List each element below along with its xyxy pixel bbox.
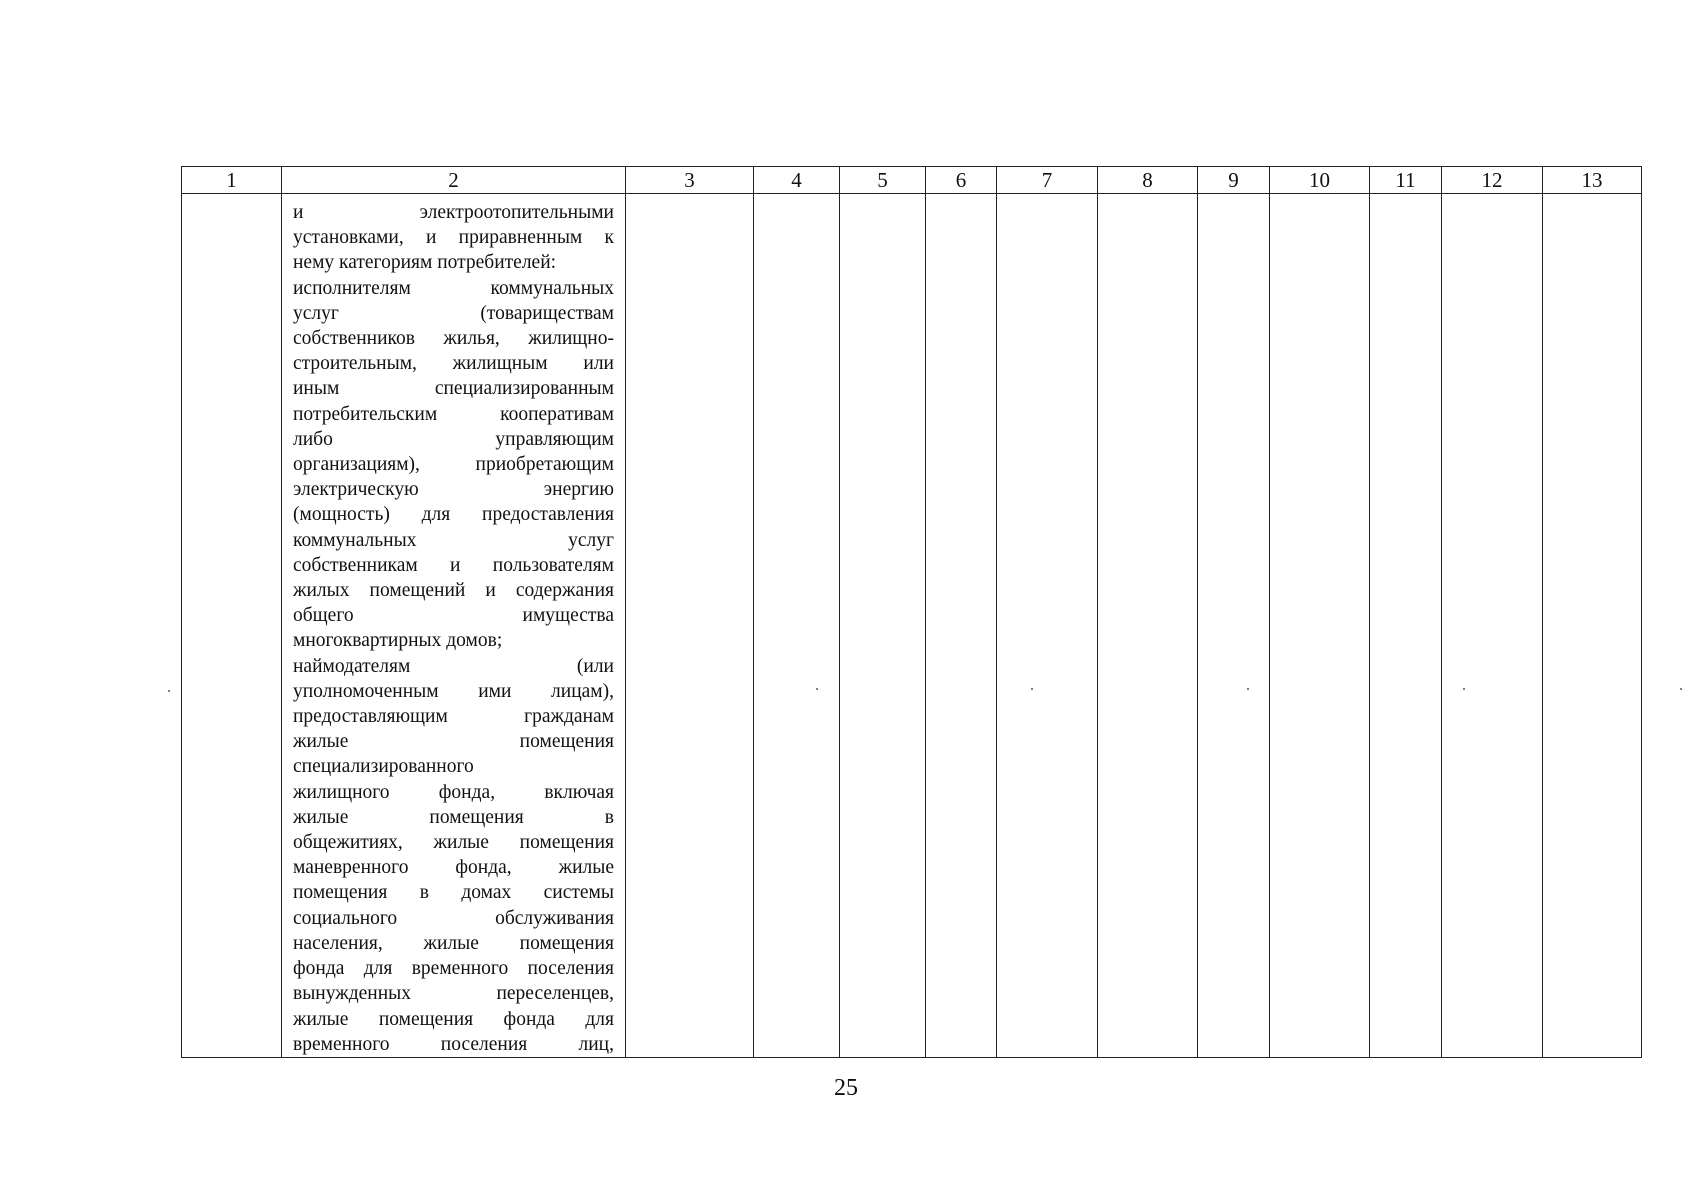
text-line: жилищного фонда, включая — [293, 781, 614, 803]
text-line: социального обслуживания — [293, 907, 614, 929]
table-cell-col7 — [997, 194, 1098, 1058]
table-cell-col12 — [1442, 194, 1543, 1058]
table-cell-col3 — [626, 194, 754, 1058]
table-cell-col11 — [1370, 194, 1442, 1058]
text-line: электрическую энергию — [293, 479, 614, 501]
column-number-header-row — [182, 167, 1642, 194]
column-header: 1 — [182, 167, 282, 194]
text-line: уполномоченным ими лицам), — [293, 680, 614, 702]
column-header: 10 — [1270, 167, 1370, 194]
text-line: организациям), приобретающим — [293, 454, 614, 476]
text-line: собственников жилья, жилищно- — [293, 328, 614, 350]
scan-speck — [1247, 688, 1249, 690]
table-cell-col13 — [1543, 194, 1642, 1058]
column-header: 13 — [1543, 167, 1642, 194]
text-line: временного поселения лиц, — [293, 1033, 614, 1055]
column-header: 8 — [1098, 167, 1198, 194]
text-line: общего имущества — [293, 605, 614, 627]
text-line: потребительским кооперативам — [293, 403, 614, 425]
text-line: собственникам и пользователям — [293, 554, 614, 576]
column-header: 11 — [1370, 167, 1442, 194]
table-cell-col10 — [1270, 194, 1370, 1058]
text-line: вынужденных переселенцев, — [293, 983, 614, 1005]
scan-speck — [1680, 688, 1682, 690]
text-line: жилых помещений и содержания — [293, 580, 614, 602]
table-cell-col2 — [282, 194, 626, 1058]
tariff-table — [181, 166, 1642, 1058]
scan-speck — [168, 690, 170, 692]
text-line: установками, и приравненным к — [293, 227, 614, 249]
column-header: 12 — [1442, 167, 1543, 194]
table-row — [182, 194, 1642, 1058]
column-header: 2 — [282, 167, 626, 194]
text-line: и электроотопительными — [293, 202, 614, 223]
page-number: 25 — [834, 1075, 858, 1101]
column-header: 9 — [1198, 167, 1270, 194]
column-header: 7 — [997, 167, 1098, 194]
text-line: нему категориям потребителей: — [293, 252, 557, 274]
table-cell-col4 — [754, 194, 840, 1058]
consumer-category-description — [282, 194, 625, 1057]
table-cell-col5 — [840, 194, 926, 1058]
column-header: 3 — [626, 167, 754, 194]
text-line: исполнителям коммунальных — [293, 277, 614, 299]
text-line: жилые помещения фонда для — [293, 1008, 614, 1030]
text-line: жилые помещения в — [293, 806, 614, 828]
table-cell-col6 — [926, 194, 997, 1058]
text-line: предоставляющим гражданам — [293, 706, 614, 728]
text-line: специализированного — [293, 756, 474, 778]
table-cell-col9 — [1198, 194, 1270, 1058]
text-line: коммунальных услуг — [293, 529, 614, 551]
column-header: 6 — [926, 167, 997, 194]
column-header: 4 — [754, 167, 840, 194]
text-line: населения, жилые помещения — [293, 932, 614, 954]
text-line: строительным, жилищным или — [293, 353, 614, 375]
scan-speck — [1463, 688, 1465, 690]
text-line: многоквартирных домов; — [293, 630, 503, 652]
text-line: услуг (товариществам — [293, 302, 614, 324]
text-line: маневренного фонда, жилые — [293, 857, 614, 879]
column-header: 5 — [840, 167, 926, 194]
table-cell-col1 — [182, 194, 282, 1058]
text-line: (мощность) для предоставления — [293, 504, 614, 526]
text-line: фонда для временного поселения — [293, 958, 614, 980]
text-line: помещения в домах системы — [293, 882, 614, 904]
text-line: жилые помещения — [293, 731, 614, 753]
text-line: иным специализированным — [293, 378, 614, 400]
scan-speck — [1031, 688, 1033, 690]
text-line: либо управляющим — [293, 428, 614, 450]
text-line: наймодателям (или — [293, 655, 614, 677]
scan-speck — [816, 688, 818, 690]
table-cell-col8 — [1098, 194, 1198, 1058]
text-line: общежитиях, жилые помещения — [293, 832, 614, 854]
